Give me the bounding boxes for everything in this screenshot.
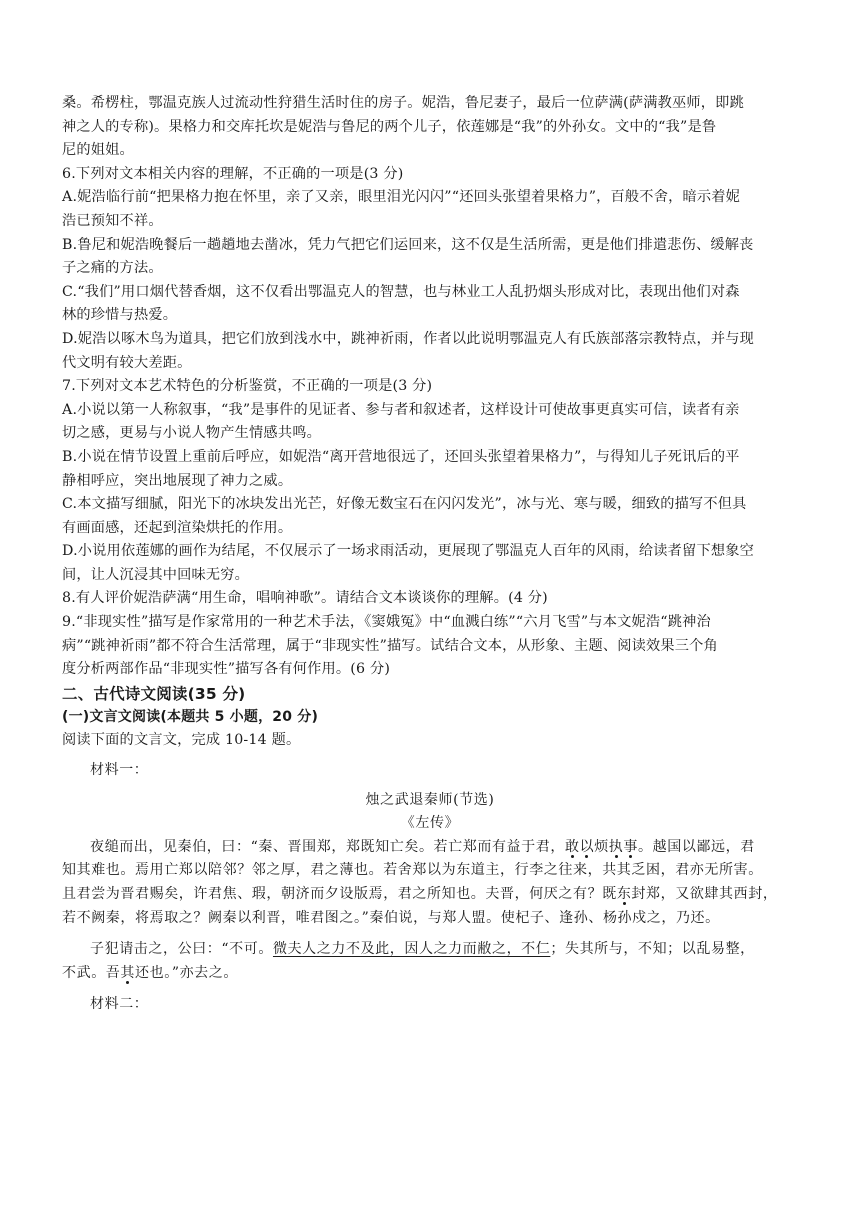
passage-line [62,836,798,860]
emphasis-char: 执 [608,838,624,855]
passage-line: 知其难也。焉用亡郑以陪邻？邻之厚，君之薄也。若舍郑以为东道主，行李之往来，共其乏困，君亦无所害。 [62,862,763,879]
passage-text: 烦 [594,838,609,855]
section-title: 二、古代诗文阅读(35 分) [62,684,246,703]
underlined-sentence: 微夫人之力不及此，因人之力而敝之，不仁 [272,941,551,958]
option-a-cont: 切之感，更易与小说人物产生情感共鸣。 [62,425,321,442]
question-stem: 7.下列对文本艺术特色的分析鉴赏，不正确的一项是(3 分) [62,378,433,395]
question-stem: 8.有人评价妮浩萨满“用生命，唱响神歌”。请结合文本谈谈你的理解。(4 分) [62,590,548,607]
text-line: 桑。希楞柱，鄂温克族人过流动性狩猎生活时住的房子。妮浩，鲁尼妻子，最后一位萨满(萨满教巫师，即跳 [62,95,744,111]
emphasis-char: 敢 [564,838,580,855]
passage-line [62,962,798,986]
text-line: 神之人的专称)。果格力和交库托坎是妮浩与鲁尼的两个儿子，依莲娜是“我”的外孙女。文中的“我”是鲁 [62,118,717,135]
question-stem: 9.“非现实性”描写是作家常用的一种艺术手法，《窦娥冤》中“血溅白练”“六月飞雪”与本文妮浩“跳神治 [62,614,711,631]
option-d-cont: 间，让人沉浸其中回味无穷。 [62,566,250,583]
option-b: B.鲁尼和妮浩晚餐后一趟趟地去凿冰，凭力气把它们运回来，这不仅是生活所需，更是他们排遣悲伤、缓解丧 [62,236,754,253]
emphasis-char: 东 [616,886,632,902]
passage-line [62,883,798,907]
passage-text: 子犯请击之，公曰：“不可。 [90,941,273,958]
option-b-cont: 子之痛的方法。 [62,260,163,277]
question-9 [62,611,798,682]
material-label: 材料二： [90,996,149,1013]
question-8 [62,587,798,611]
passage-paragraph-1 [62,836,798,930]
option-c: C.本文描写细腻，阳光下的冰块发出光芒，好像无数宝石在闪闪发光”，冰与光、寒与暖，细致的描写不但具 [62,496,747,513]
exam-page [62,92,798,1017]
reading-instruction: 阅读下面的文言文，完成 10-14 题。 [62,732,301,749]
option-d-cont: 代文明有较大差距。 [62,354,192,371]
intro-note [62,92,798,163]
passage-title: 烛之武退秦师(节选) [365,791,495,808]
passage-line [62,938,798,962]
option-c-cont: 林的珍惜与热爱。 [62,307,178,324]
section-2 [62,682,798,1017]
option-b: B.小说在情节设置上重前后呼应，如妮浩“离开营地很远了，还回头张望着果格力”，与得知儿子死讯后的平 [62,448,740,465]
passage-line: 若不阙秦，将焉取之？阙秦以利晋，唯君图之。”秦伯说，与郑人盟。使杞子、逢孙、杨孙戍之，乃还。 [62,909,720,926]
emphasis-char: 事 [623,838,639,855]
question-stem-cont: 度分析两部作品“非现实性”描写各有何作用。(6 分) [62,661,391,678]
passage-text: 夜缒而出，见秦伯，曰：“秦、晋围郑，郑既知亡矣。若亡郑而有益于君， [90,838,565,855]
question-stem: 6.下列对文本相关内容的理解，不正确的一项是(3 分) [62,165,404,182]
question-6 [62,163,798,375]
option-d: D.妮浩以啄木鸟为道具，把它们放到浅水中，跳神祈雨，作者以此说明鄂温克人有氏族部落宗教特点，并与现 [62,330,754,347]
option-a: A.妮浩临行前“把果格力抱在怀里，亲了又亲，眼里泪光闪闪”“还回头张望着果格力”，百般不舍，暗示着妮 [62,189,741,206]
passage-text: 封郑，又欲肆其西封， [631,886,778,902]
passage-text: ；失其所与，不知；以乱易整， [550,941,755,958]
emphasis-char: 其 [120,964,136,981]
passage-text: 。越国以鄙远，君 [638,838,755,855]
material-label: 材料一： [90,762,149,779]
passage-text: 不武。吾 [62,964,121,981]
passage-text: 且君尝为晋君赐矣，许君焦、瑕，朝济而夕设版焉，君之所知也。夫晋，何厌之有？既 [62,886,617,902]
option-a-cont: 浩已预知不祥。 [62,212,163,229]
passage-source: 《左传》 [400,815,460,832]
question-stem-cont: 病”“跳神祈雨”都不符合生活常理，属于“非现实性”描写。试结合文本，从形象、主题、阅读效果三个角 [62,637,718,654]
passage-paragraph-2 [62,938,798,985]
option-c-cont: 有画面感，还起到渲染烘托的作用。 [62,519,293,536]
option-a: A.小说以第一人称叙事，“我”是事件的见证者、参与者和叙述者，这样设计可使故事更真实可信，读者有亲 [62,401,740,418]
option-d: D.小说用依莲娜的画作为结尾，不仅展示了一场求雨活动，更展现了鄂温克人百年的风雨，给读者留下想象空 [62,543,754,560]
option-b-cont: 静相呼应，突出地展现了神力之威。 [62,472,293,489]
question-7 [62,375,798,587]
emphasis-char: 以 [579,838,595,855]
passage-text: 还也。”亦去之。 [135,964,238,981]
text-line: 尼的姐姐。 [62,142,134,159]
subsection-title: (一)文言文阅读(本题共 5 小题，20 分) [62,708,319,725]
option-c: C.“我们”用口烟代替香烟，这不仅看出鄂温克人的智慧，也与林业工人乱扔烟头形成对比，表现出他们对森 [62,283,740,300]
